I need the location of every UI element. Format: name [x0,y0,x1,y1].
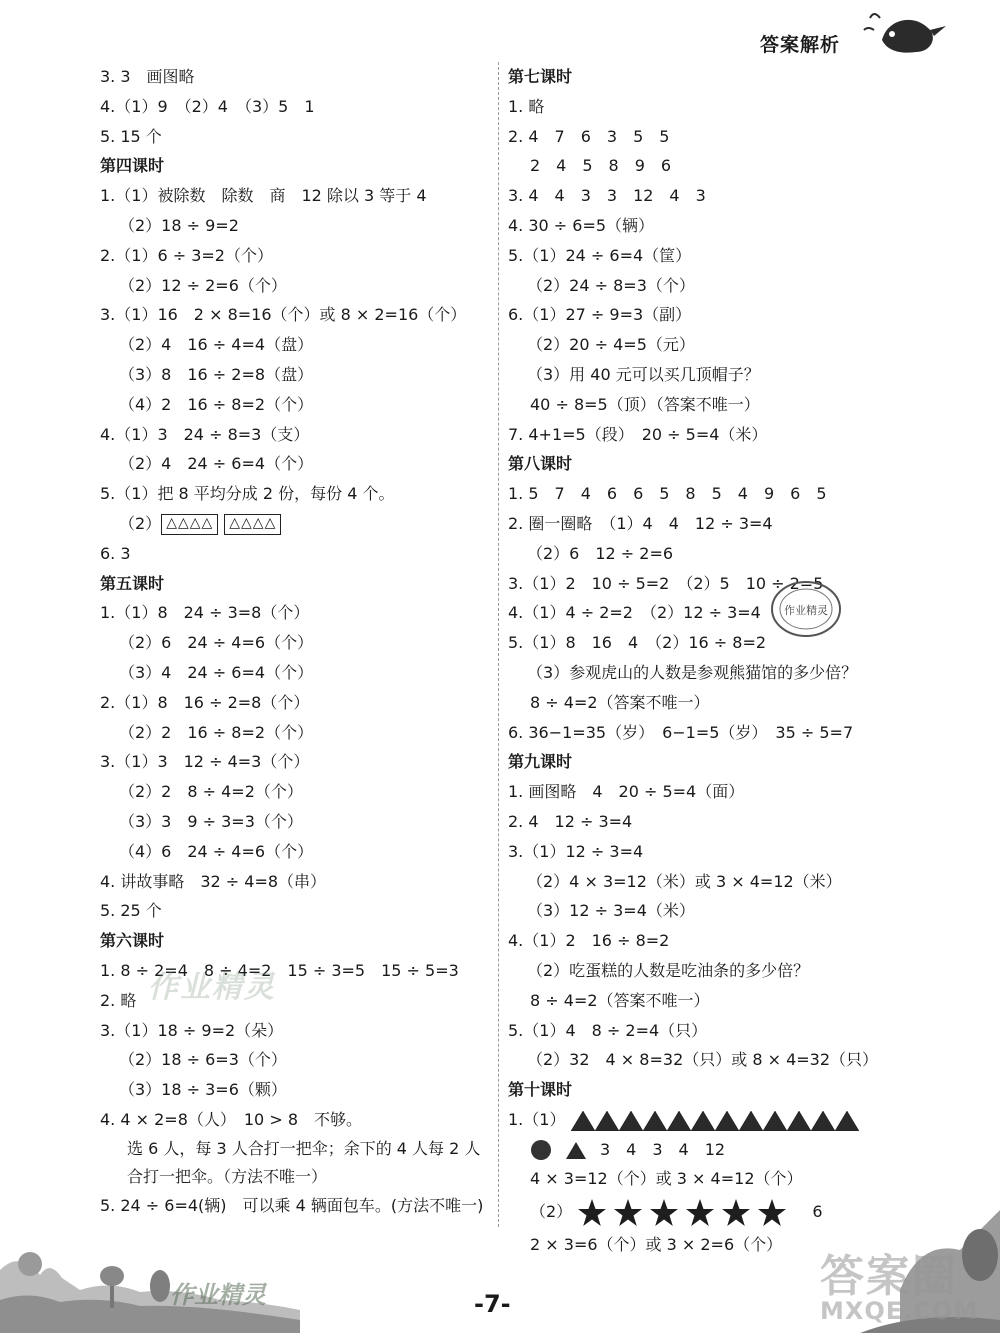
triangle-icon [571,1111,595,1131]
answer-line: 40 ÷ 8=5（顶）（答案不唯一） [530,394,760,414]
answer-line: 1. 画图略 4 20 ÷ 5=4（面） [508,782,745,802]
triangle-box-1: △△△△ [161,514,218,535]
circle-shape-icon [530,1139,552,1161]
triangle-icon [619,1111,643,1131]
section-heading: 第八课时 [508,454,573,474]
answer-line: （2）32 4 × 8=32（只）或 8 × 4=32（只） [527,1050,879,1070]
answer-line: （3）用 40 元可以买几顶帽子？ [527,364,760,384]
triangle-box-2: △△△△ [224,514,281,535]
right-column [508,62,988,1260]
star-icon [722,1199,750,1226]
answer-line: （2）12 ÷ 2=6（个） [119,275,287,295]
answer-line: 1. 5 7 4 6 6 5 8 5 4 9 6 5 [508,484,827,504]
answer-line: 4 × 3=12（个）或 3 × 4=12（个） [530,1169,803,1189]
answer-line: 4. 30 ÷ 6=5（辆） [508,215,655,235]
answer-line: （4）6 24 ÷ 4=6（个） [119,841,314,861]
star-row [577,1198,793,1228]
answer-line: （2）吃蛋糕的人数是吃油条的多少倍？ [527,960,810,980]
answer-line: 4.（1）9 （2）4 （3）5 1 [100,96,315,116]
answer-line: 8 ÷ 4=2（答案不唯一） [530,692,710,712]
answer-line: 2. 圈一圈略 （1）4 4 12 ÷ 3=4 [508,513,773,533]
answer-line: 8 ÷ 4=2（答案不唯一） [530,990,710,1010]
answer-line: 5.（1）把 8 平均分成 2 份，每份 4 个。 [100,484,395,504]
page-number: -7- [474,1290,511,1318]
section-heading: 第六课时 [100,931,165,951]
section-heading: 第十课时 [508,1080,573,1100]
footer-brand: 作业精灵 [170,1281,266,1309]
answer-line: 3.（1）2 10 ÷ 5=2 （2）5 10 ÷ 2=5 [508,573,824,593]
answer-line: 1. 略 [508,96,545,116]
answer-note: 选 6 人，每 3 人合打一把伞；余下的 4 人每 2 人合打一把伞。（方法不唯一） [127,1138,481,1186]
triangle-icon [811,1111,835,1131]
answer-line: （3）3 9 ÷ 3=3（个） [119,811,303,831]
answer-line: 4. 4 × 2=8（人） 10 > 8 不够。 [100,1109,362,1129]
star-icon [578,1199,606,1226]
watermark-middle: 作业精灵 [148,970,276,1005]
answer-line: 7. 4+1=5（段） 20 ÷ 5=4（米） [508,424,768,444]
triangle-icon [667,1111,691,1131]
answer-prefix: （2） [530,1202,573,1222]
answer-row: 3 4 3 4 12 [600,1139,726,1159]
answer-line: 2 × 3=6（个）或 3 × 2=6（个） [530,1235,783,1255]
answer-line: 2.（1）8 16 ÷ 2=8（个） [100,692,310,712]
answer-line: （2）6 24 ÷ 4=6（个） [119,633,314,653]
triangle-icon [691,1111,715,1131]
answer-line: 2. 略 [100,990,137,1010]
answer-line: 2.（1）6 ÷ 3=2（个） [100,245,273,265]
small-triangle-icon [566,1141,586,1159]
answer-line: （2）4 24 ÷ 6=4（个） [119,454,314,474]
section-heading: 第五课时 [100,573,165,593]
answer-line: 4.（1）3 24 ÷ 8=3（支） [100,424,310,444]
bird-mascot-icon [858,4,950,62]
answer-line: 4.（1）4 ÷ 2=2 （2）12 ÷ 3=4 [508,603,761,623]
answer-line: （2）2 16 ÷ 8=2（个） [119,722,314,742]
answer-line: 5.（1）4 8 ÷ 2=4（只） [508,1020,708,1040]
answer-line: 3. 3 画图略 [100,67,195,86]
answer-line-boxes [100,509,495,539]
legend-row-line [508,1135,988,1165]
answer-line: （2）4 16 ÷ 4=4（盘） [119,335,314,355]
answer-line: （2）18 ÷ 6=3（个） [119,1050,287,1070]
stamp-text: 作业精灵 [784,604,828,617]
left-column [100,62,495,1220]
answer-line: 3.（1）3 12 ÷ 4=3（个） [100,752,310,772]
answer-line: 5. 25 个 [100,901,162,921]
section-heading: 第七课时 [508,67,573,86]
answer-line: 1.（1）8 24 ÷ 3=8（个） [100,603,310,623]
answer-line: 3.（1）18 ÷ 9=2（朵） [100,1020,284,1040]
triangle-icon [787,1111,811,1131]
stamp-seal [768,578,844,640]
answer-line: 3. 4 4 3 3 12 4 3 [508,186,706,206]
section-heading: 第九课时 [508,752,573,772]
answer-line: （3）4 24 ÷ 6=4（个） [119,662,314,682]
answer-line: 3.（1）16 2 × 8=16（个）或 8 × 2=16（个） [100,305,467,325]
answer-line: 6. 3 [100,543,131,563]
answer-line: 4. 讲故事略 32 ÷ 4=8（串） [100,871,327,891]
star-icon [650,1199,678,1226]
triangle-icon [595,1111,619,1131]
answer-line: 1.（1）被除数 除数 商 12 除以 3 等于 4 [100,186,427,206]
answer-line: （2）18 ÷ 9=2 [119,215,239,235]
answer-line: （4）2 16 ÷ 8=2（个） [119,394,314,414]
answer-line: （3）8 16 ÷ 2=8（盘） [119,364,314,384]
triangle-icon [739,1111,763,1131]
answer-line: 5.（1）8 16 4 （2）16 ÷ 8=2 [508,633,767,653]
answer-line: （2）4 × 3=12（米）或 3 × 4=12（米） [527,871,842,891]
answer-line: 1. 8 ÷ 2=4 8 ÷ 4=2 15 ÷ 3=5 15 ÷ 5=3 [100,960,459,980]
triangle-row [571,1109,859,1131]
watermark-url: MXQE.COM [820,1297,979,1325]
answer-line: （3）12 ÷ 3=4（米） [527,901,695,921]
answer-line: 3.（1）12 ÷ 3=4 [508,841,644,861]
answer-line: 5. 24 ÷ 6=4(辆) 可以乘 4 辆面包车。(方法不唯一) [100,1195,484,1215]
answer-line: （3）参观虎山的人数是参观熊猫馆的多少倍？ [527,662,858,682]
answer-line: 2. 4 12 ÷ 3=4 [508,811,633,831]
answer-prefix: （2） [119,513,162,533]
answer-line: 4.（1）2 16 ÷ 8=2 [508,931,670,951]
answer-line: 5.（1）24 ÷ 6=4（筐） [508,245,692,265]
answer-line: （2）24 ÷ 8=3（个） [527,275,695,295]
triangle-row-line [508,1105,988,1135]
answer-line: （2）2 8 ÷ 4=2（个） [119,782,303,802]
answer-line: （3）18 ÷ 3=6（颗） [119,1080,287,1100]
star-icon [614,1199,642,1226]
answer-count: 6 [812,1202,823,1222]
answer-line: 6. 36−1=35（岁） 6−1=5（岁） 35 ÷ 5=7 [508,722,854,742]
answer-line: 5. 15 个 [100,126,162,146]
triangle-icon [715,1111,739,1131]
triangle-icon [763,1111,787,1131]
watermark-bottom-right: 答案圈 [820,1251,958,1302]
triangle-icon [643,1111,667,1131]
column-divider [498,62,499,1227]
answer-line: （2）20 ÷ 4=5（元） [527,335,695,355]
header-title: 答案解析 [760,34,841,56]
answer-line: （2）6 12 ÷ 2=6 [527,543,674,563]
answer-prefix: 1.（1） [508,1109,566,1129]
star-icon [758,1199,786,1226]
section-heading: 第四课时 [100,156,165,176]
answer-line: 2. 4 7 6 3 5 5 [508,126,670,146]
answer-line: 6.（1）27 ÷ 9=3（副） [508,305,692,325]
triangle-icon [835,1111,859,1131]
star-icon [686,1199,714,1226]
answer-line: 2 4 5 8 9 6 [530,156,672,176]
